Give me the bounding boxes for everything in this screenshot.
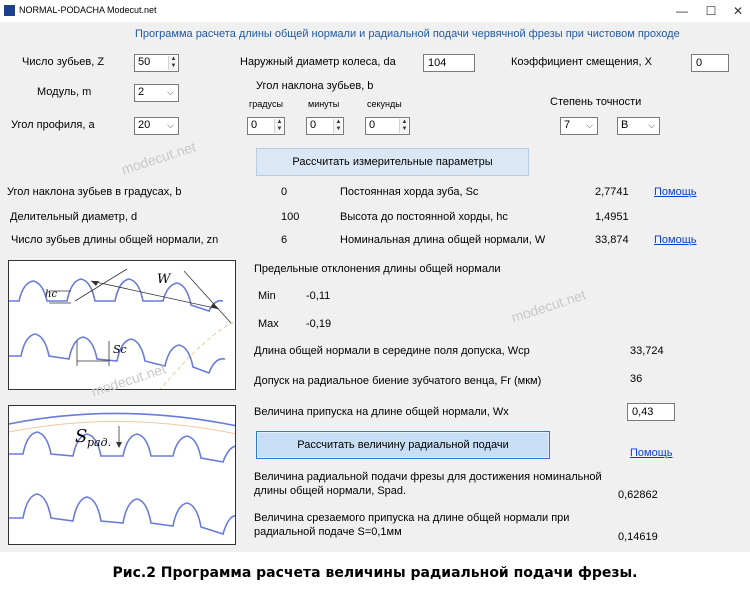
- help-link-feed[interactable]: Помощь: [630, 447, 673, 459]
- measurement-diagram: [8, 260, 236, 390]
- calculate-parameters-button[interactable]: Рассчитать измерительные параметры: [256, 148, 529, 176]
- seconds-label: секунды: [367, 99, 402, 109]
- helix-deg-value: 0: [281, 186, 288, 198]
- spin-up-icon[interactable]: ▲: [170, 56, 177, 62]
- spin-up-icon[interactable]: ▲: [401, 119, 408, 125]
- minutes-label: минуты: [308, 99, 340, 109]
- chevron-down-icon: ⌵: [167, 120, 174, 130]
- module-value: 2: [138, 86, 145, 98]
- chevron-down-icon: ⌵: [648, 120, 655, 130]
- watermark: modecut.net: [509, 286, 588, 326]
- wx-input[interactable]: 0,43: [627, 403, 675, 421]
- minimize-button[interactable]: —: [676, 4, 688, 18]
- watermark: modecut.net: [89, 360, 168, 400]
- nominal-w-value: 33,874: [595, 234, 629, 246]
- help-link-chord[interactable]: Помощь: [654, 186, 697, 198]
- max-value: -0,19: [306, 318, 332, 330]
- s-sub-label: рад.: [87, 436, 112, 449]
- minutes-value: 0: [310, 119, 317, 131]
- pitch-diameter-label: Делительный диаметр, d: [10, 211, 138, 223]
- spad-label-line1: Величина радиальной подачи фрезы для достижения номинальной: [254, 471, 602, 483]
- program-header: Программа расчета длины общей нормали и радиальной подачи червячной фрезы при чистовом проходе: [135, 28, 680, 40]
- chord-value: 2,7741: [595, 186, 629, 198]
- wcp-value: 33,724: [630, 345, 664, 357]
- profile-angle-label: Угол профиля, a: [11, 119, 95, 131]
- helix-deg-label: Угол наклона зубьев в градусах, b: [7, 186, 182, 198]
- outer-diameter-input[interactable]: 104: [423, 54, 475, 72]
- maximize-button[interactable]: ☐: [705, 4, 717, 18]
- spad-value: 0,62862: [618, 489, 658, 501]
- nominal-w-label: Номинальная длина общей нормали, W: [340, 234, 546, 246]
- seconds-stepper[interactable]: [365, 117, 410, 135]
- fr-value: 36: [630, 373, 643, 385]
- spin-down-icon[interactable]: ▼: [276, 126, 283, 132]
- app-icon: [4, 5, 15, 16]
- help-link-nominal[interactable]: Помощь: [654, 234, 697, 246]
- sc-label: Sc: [113, 343, 127, 356]
- gear-feed-drawing: [9, 406, 236, 545]
- spin-down-icon[interactable]: ▼: [335, 126, 342, 132]
- window-title: NORMAL-PODACHA Modecut.net: [19, 5, 157, 15]
- max-label: Max: [258, 318, 279, 330]
- zn-value: 6: [281, 234, 288, 246]
- fr-label: Допуск на радиальное биение зубчатого венца, Fr (мкм): [254, 375, 542, 387]
- min-value: -0,11: [306, 290, 331, 302]
- profile-angle-value: 20: [138, 119, 151, 131]
- spad-label-line2: длины общей нормали, Spad.: [254, 485, 407, 497]
- zn-label: Число зубьев длины общей нормали, zn: [11, 234, 219, 246]
- helix-group-label: Угол наклона зубьев, b: [256, 80, 374, 92]
- gear-measurement-drawing: [9, 261, 236, 390]
- shift-input[interactable]: 0: [691, 54, 729, 72]
- calculate-feed-button[interactable]: Рассчитать величину радиальной подачи: [256, 431, 550, 459]
- degrees-label: градусы: [249, 99, 283, 109]
- cut-label-line1: Величина срезаемого припуска на длине общей нормали при: [254, 512, 570, 524]
- minutes-stepper[interactable]: [306, 117, 344, 135]
- deviations-title: Предельные отклонения длины общей нормали: [254, 263, 501, 275]
- hc-label: hc: [45, 289, 58, 300]
- outer-diameter-label: Наружный диаметр колеса, da: [240, 56, 396, 68]
- watermark: modecut.net: [119, 138, 198, 178]
- chevron-down-icon: ⌵: [586, 120, 593, 130]
- accuracy-grade-select[interactable]: [560, 117, 598, 135]
- spin-down-icon[interactable]: ▼: [401, 126, 408, 132]
- profile-angle-select[interactable]: [134, 117, 179, 135]
- cut-label-line2: радиальной подаче S=0,1мм: [254, 526, 402, 538]
- chord-height-label: Высота до постоянной хорды, hc: [340, 211, 508, 223]
- accuracy-type-value: B: [621, 119, 629, 131]
- teeth-label: Число зубьев, Z: [22, 56, 105, 68]
- pitch-diameter-value: 100: [281, 211, 300, 223]
- s-label: S: [75, 426, 88, 447]
- shift-label: Коэффициент смещения, X: [511, 56, 652, 68]
- figure-caption: Рис.2 Программа расчета величины радиальной подачи фрезы.: [112, 565, 638, 581]
- spin-up-icon[interactable]: ▲: [335, 119, 342, 125]
- spin-down-icon[interactable]: ▼: [170, 63, 177, 69]
- w-label: W: [157, 272, 171, 287]
- chevron-down-icon: ⌵: [167, 87, 174, 97]
- chord-label: Постоянная хорда зуба, Sc: [340, 186, 479, 198]
- teeth-stepper[interactable]: [134, 54, 179, 72]
- wcp-label: Длина общей нормали в середине поля допуска, Wcp: [254, 345, 530, 357]
- degrees-value: 0: [251, 119, 258, 131]
- accuracy-label: Степень точности: [550, 96, 642, 108]
- title-bar: [0, 0, 750, 22]
- module-label: Модуль, m: [37, 86, 92, 98]
- accuracy-grade-value: 7: [564, 119, 571, 131]
- spin-up-icon[interactable]: ▲: [276, 119, 283, 125]
- wx-label: Величина припуска на длине общей нормали, Wx: [254, 406, 509, 418]
- module-select[interactable]: [134, 84, 179, 102]
- close-button[interactable]: ✕: [732, 4, 744, 18]
- cut-value: 0,14619: [618, 531, 658, 543]
- degrees-stepper[interactable]: [247, 117, 285, 135]
- seconds-value: 0: [369, 119, 376, 131]
- radial-feed-diagram: [8, 405, 236, 545]
- chord-height-value: 1,4951: [595, 211, 629, 223]
- teeth-value: 50: [138, 56, 151, 68]
- min-label: Min: [258, 290, 276, 302]
- accuracy-type-select[interactable]: [617, 117, 660, 135]
